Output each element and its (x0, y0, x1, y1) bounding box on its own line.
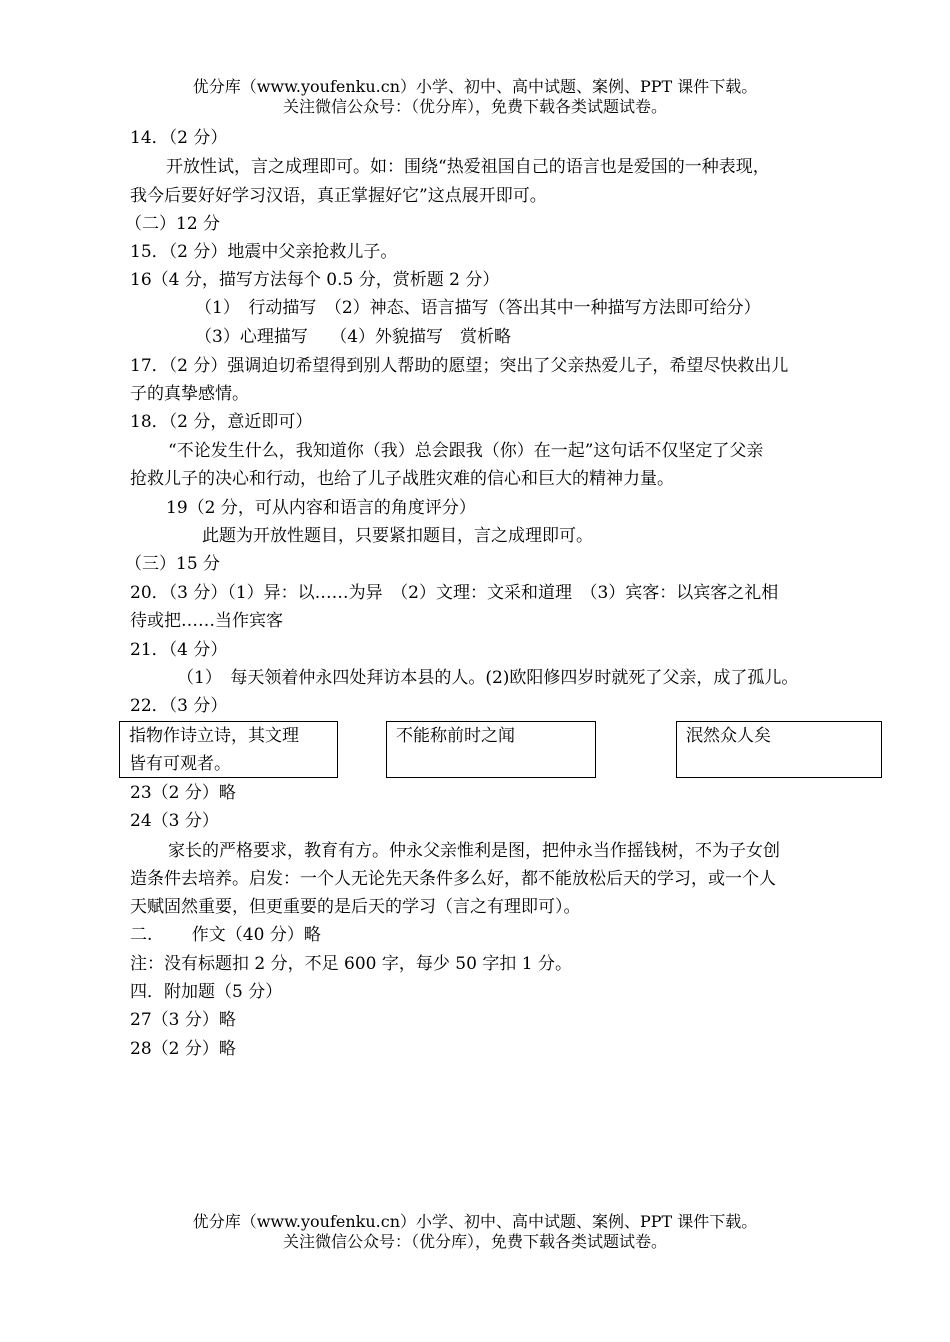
header-line-1: 优分库（www.youfenku.cn）小学、初中、高中试题、案例、PPT 课件下载。 (192, 77, 758, 96)
q23-answer: 23（2 分）略 (130, 783, 236, 803)
q19-answer: 此题为开放性题目，只要紧扣题目，言之成理即可。 (202, 526, 593, 546)
q21-answer: （1） 每天领着仲永四处拜访本县的人。(2)欧阳修四岁时就死了父亲，成了孤儿。 (177, 668, 799, 688)
q14-title: 14．（2 分） (130, 128, 228, 148)
section-4-heading: 四．附加题（5 分） (130, 982, 283, 1002)
q20-answer-line-1: 20．（3 分）（1）异：以……为异 （2）文理：文采和道理 （3）宾客：以宾客之礼相 (130, 583, 779, 603)
q16-title: 16（4 分，描写方法每个 0.5 分，赏析题 2 分） (130, 270, 500, 290)
q22-answer-box-3 (676, 721, 882, 778)
q20-answer-line-2: 待或把……当作宾客 (130, 611, 283, 631)
q14-answer-line-1: 开放性试，言之成理即可。如：围绕“热爱祖国自己的语言也是爱国的一种表现， (166, 157, 770, 177)
q22-box-1-line-2: 皆有可观者。 (129, 754, 231, 774)
q27-answer: 27（3 分）略 (130, 1010, 236, 1030)
q22-answer-box-2 (386, 721, 596, 778)
q24-answer-line-2: 造条件去培养。启发：一个人无论先天条件多么好，都不能放松后天的学习，或一个人 (130, 869, 776, 889)
composition-heading: 二. 作文（40 分）略 (130, 925, 321, 945)
q24-title: 24（3 分） (130, 811, 219, 831)
q22-box-3-text: 泯然众人矣 (686, 726, 771, 746)
q21-title: 21．（4 分） (130, 640, 228, 660)
q22-title: 22．（3 分） (130, 696, 228, 716)
q17-answer-line-2: 子的真挚感情。 (130, 384, 249, 404)
q16-answer-line-1: （1） 行动描写 （2）神态、语言描写（答出其中一种描写方法即可给分） (195, 298, 761, 318)
q22-box-2-text: 不能称前时之闻 (396, 726, 515, 746)
q24-answer-line-1: 家长的严格要求，教育有方。仲永父亲惟利是图，把仲永当作摇钱树，不为子女创 (168, 841, 780, 861)
q14-answer-line-2: 我今后要好好学习汉语，真正掌握好它”这点展开即可。 (130, 186, 547, 206)
section-2-heading: （二）12 分 (125, 214, 221, 234)
q28-answer: 28（2 分）略 (130, 1039, 236, 1059)
q22-answer-box-1 (119, 721, 338, 778)
section-3-heading: （三）15 分 (125, 554, 221, 574)
q18-title: 18．（2 分，意近即可） (130, 412, 313, 432)
footer-line-1: 优分库（www.youfenku.cn）小学、初中、高中试题、案例、PPT 课件下载。 (192, 1212, 758, 1231)
q18-answer-line-1: “不论发生什么，我知道你（我）总会跟我（你）在一起”这句话不仅坚定了父亲 (168, 441, 764, 461)
header-line-2: 关注微信公众号：（优分库），免费下载各类试题试卷。 (282, 97, 667, 116)
q15-answer: 15．（2 分）地震中父亲抢救儿子。 (130, 242, 398, 262)
composition-note: 注：没有标题扣 2 分，不足 600 字，每少 50 字扣 1 分。 (130, 954, 572, 974)
q16-answer-line-2: （3）心理描写 （4）外貌描写 赏析略 (195, 327, 512, 347)
q18-answer-line-2: 抢救儿子的决心和行动，也给了儿子战胜灾难的信心和巨大的精神力量。 (130, 469, 674, 489)
q19-title: 19（2 分，可从内容和语言的角度评分） (166, 498, 476, 518)
footer-line-2: 关注微信公众号：（优分库），免费下载各类试题试卷。 (282, 1232, 667, 1251)
q17-answer-line-1: 17．（2 分）强调迫切希望得到别人帮助的愿望；突出了父亲热爱儿子，希望尽快救出儿 (130, 356, 789, 376)
q22-box-1-line-1: 指物作诗立诗，其文理 (129, 726, 299, 746)
q24-answer-line-3: 天赋固然重要，但更重要的是后天的学习（言之有理即可）。 (130, 897, 581, 917)
